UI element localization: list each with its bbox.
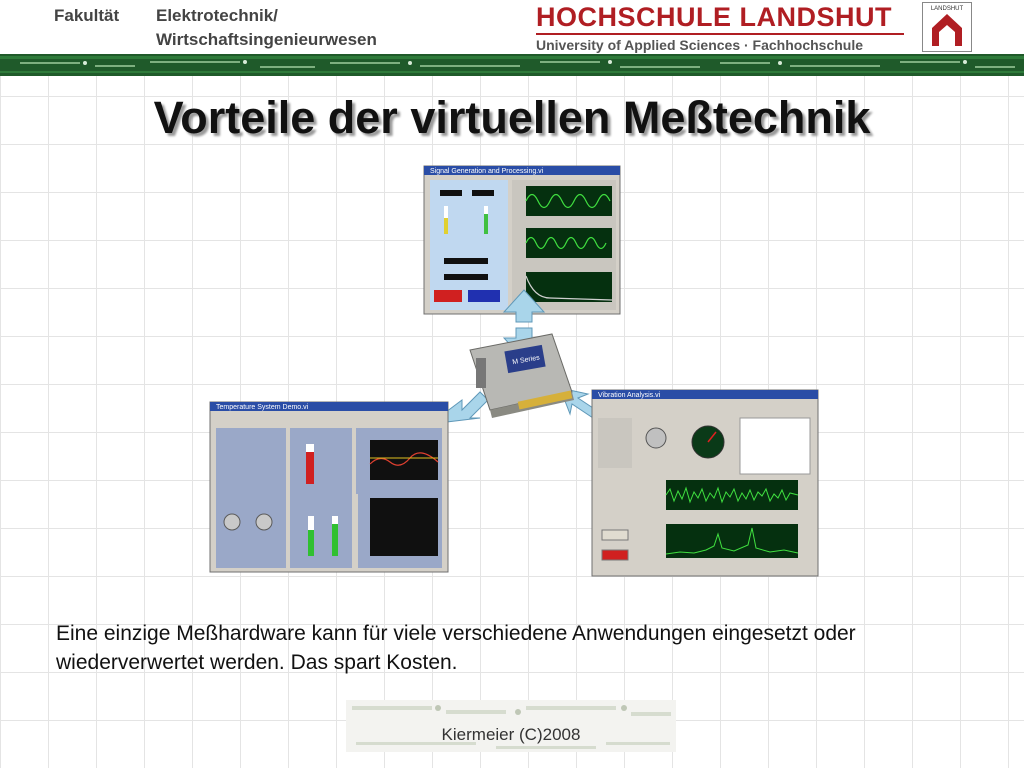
measurement-diagram xyxy=(200,162,828,582)
school-divider xyxy=(536,33,904,35)
school-subtitle: University of Applied Sciences · Fachhochschule xyxy=(536,37,864,53)
card-label: M Series xyxy=(511,354,541,367)
circuit-decoration-band xyxy=(0,54,1024,76)
vibration-window xyxy=(592,390,818,576)
faculty-label: Fakultät xyxy=(54,6,120,25)
footer-copyright: Kiermeier (C)2008 xyxy=(441,725,581,744)
window-title-temperature: Temperature System Demo.vi xyxy=(216,404,309,411)
temperature-window xyxy=(210,402,448,572)
faculty-name-line1: Elektrotechnik/ xyxy=(156,6,278,25)
window-title-signal: Signal Generation and Processing.vi xyxy=(430,168,544,175)
school-name: HOCHSCHULE LANDSHUT xyxy=(536,2,892,32)
svg-text:LANDSHUT: LANDSHUT xyxy=(930,6,964,12)
slide-body-text: Eine einzige Meßhardware kann für viele verschiedene Anwendungen eingesetzt oder wiederverwertet werden. Das spart Kosten. xyxy=(56,622,856,674)
daq-card xyxy=(470,334,574,418)
window-title-vibration: Vibration Analysis.vi xyxy=(598,392,661,399)
slide-header xyxy=(0,0,1024,54)
faculty-name-line2: Wirtschaftsingenieurwesen xyxy=(156,30,377,49)
slide-title: Vorteile der virtuellen Meßtechnik xyxy=(153,92,871,143)
school-logo xyxy=(922,2,972,52)
